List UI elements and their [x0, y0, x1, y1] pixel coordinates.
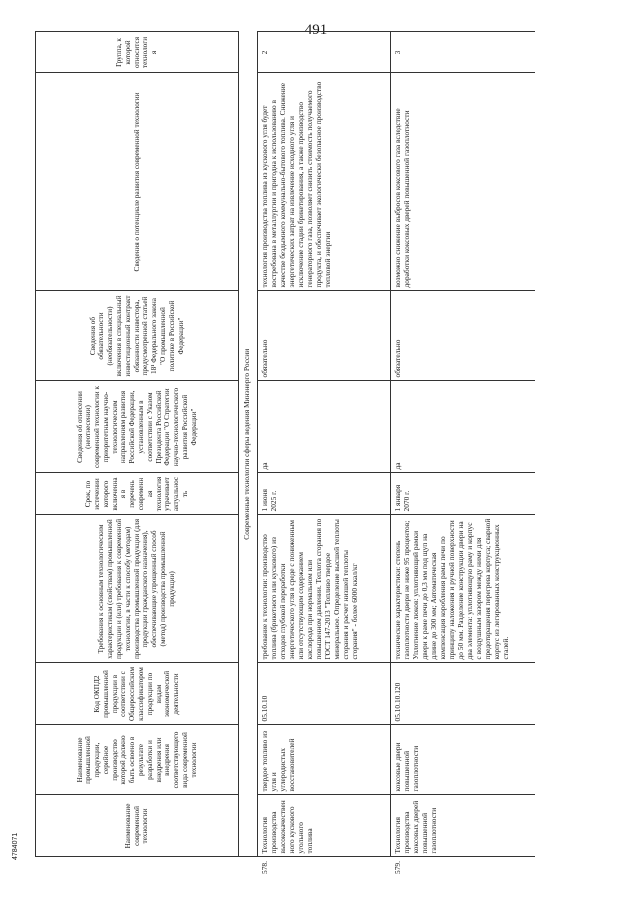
- technology-table: [35, 32, 535, 875]
- header-cell-okpd: Код ОКПД2 промышленной продукции в соответствии с Общероссийским классификатором продукции по видам экономической деятельности: [36, 663, 239, 725]
- row-okpd: 05.10.10: [258, 663, 391, 725]
- row-mandatory: обязательно: [258, 291, 391, 381]
- header-cell-product: Наименование промышленной продукции, серийное производство которой должно быть освоено в результате разработки и внедрения или внедрения соответствующего вида современной технологии: [36, 725, 239, 795]
- row-term: 1 июня 2025 г.: [258, 473, 391, 515]
- row-requirements: технические характеристики: степень газоплотности двери не ниже 95 процентов; Уплотнение люков: уплотняющий рамки двери к раме печи до 0,3 мм под щуп на длине до 300 мм; Автоматическая компенсация коробления рамы печи по принципу наложения и ручной поверхности до 50 мм. Разделение конструкции двери на два элемента: уплотняющую раму и корпус с воздушным зазором между ними для предотвращения перегрева корпуса; сварной корпус из легированных конструкционных сталей.: [391, 515, 536, 663]
- row-term: 1 января 2070 г.: [391, 473, 536, 515]
- row-number: 579.: [391, 857, 536, 874]
- row-okpd: 05.10.10.120: [391, 663, 536, 725]
- row-priority: да: [391, 381, 536, 473]
- header-cell-potential: Сведения о потенциале развития современной технологии: [36, 73, 239, 291]
- document-code: 4784071: [12, 832, 19, 860]
- table-row: [258, 32, 391, 874]
- row-requirements: требование к технологии: производство топлива (брикетного или кускового) из отходов глубокой переработки энергетического угля в среде с пониженным или отсутствующим содержанием кислорода при нормальном или повышенном давлении. Теплота сгорания по ГОСТ 147-2013 "Топливо твердое минеральное. Определение высшей теплоты сгорания и расчет низшей теплоты сгорания" - более 6000 ккал/кг: [258, 515, 391, 663]
- row-priority: да: [258, 381, 391, 473]
- row-potential: технология производства топлива из кускового угля будет востребована в металлургии и пригодна к использованию в качестве бездымного коммунально-бытового топлива. Снижение энергетических затрат на извлечение исходного угля и исключение стадии брикетирования, а также производство генераторного газа, позволяет снизить стоимость получаемого продукта, и обеспечивает экологически безопасное производство тепловой энергии: [258, 73, 391, 291]
- row-number: 578.: [258, 857, 391, 874]
- row-mandatory: обязательно: [391, 291, 536, 381]
- row-group: 2: [258, 32, 391, 73]
- row-potential: возможно снижение выбросов коксового газа вследствие доработки коксовых дверей повышенной газоплотности: [391, 73, 536, 291]
- header-cell-group: Группа, к которой относится технология: [36, 32, 239, 73]
- section-row: [239, 32, 258, 874]
- row-technology: Технология производства коксовых дверей повышенной газоплотности: [391, 795, 536, 857]
- page-number: 491: [304, 22, 328, 38]
- row-technology: Технология производства высококачественного кускового угольного топлива: [258, 795, 391, 857]
- header-cell-term: Срок, по истечении которого включенная в перечень современная технология утрачивает актуальность: [36, 473, 239, 515]
- header-cell-num: [36, 857, 239, 874]
- row-product: коксовые двери повышенной газоплотности: [391, 725, 536, 795]
- section-title: Современные технологии сферы ведения Минэнерго России: [242, 348, 251, 540]
- table-row: [391, 32, 536, 874]
- header-cell-technology: Наименование современной технологии: [36, 795, 239, 857]
- header-cell-requirements: Требования к основным технологическим характеристикам (свойствам) промышленной продукции и (или) требования к современной технологии, в части к способу (методам) производства промышленной продукции (для продукции гражданского назначения), обеспечивающие упрощенный способ (метод) производства промышленной продукции): [36, 515, 239, 663]
- section-cell-empty: [239, 857, 258, 874]
- header-cell-mandatory: Сведения об обязательности (необязательности) включения в специальный инвестиционный контракт обязанности инвестора, предусмотренной статьей 18¹ Федерального закона "О промышленной политике в Российской Федерации": [36, 291, 239, 381]
- header-cell-priority: Сведения об отнесении (неотнесении) современной технологии к приоритетным научно-технологическим направлениям развития Российской Федерации, установленным в соответствии с Указом Президента Российской Федерации "О Стратегии научно-технологического развития Российской Федерации": [36, 381, 239, 473]
- rotated-table-container: [35, 32, 618, 874]
- table-header-row: [36, 32, 239, 874]
- row-product: твердое топливо из угля и углеродистых восстановителей: [258, 725, 391, 795]
- row-group: 3: [391, 32, 536, 73]
